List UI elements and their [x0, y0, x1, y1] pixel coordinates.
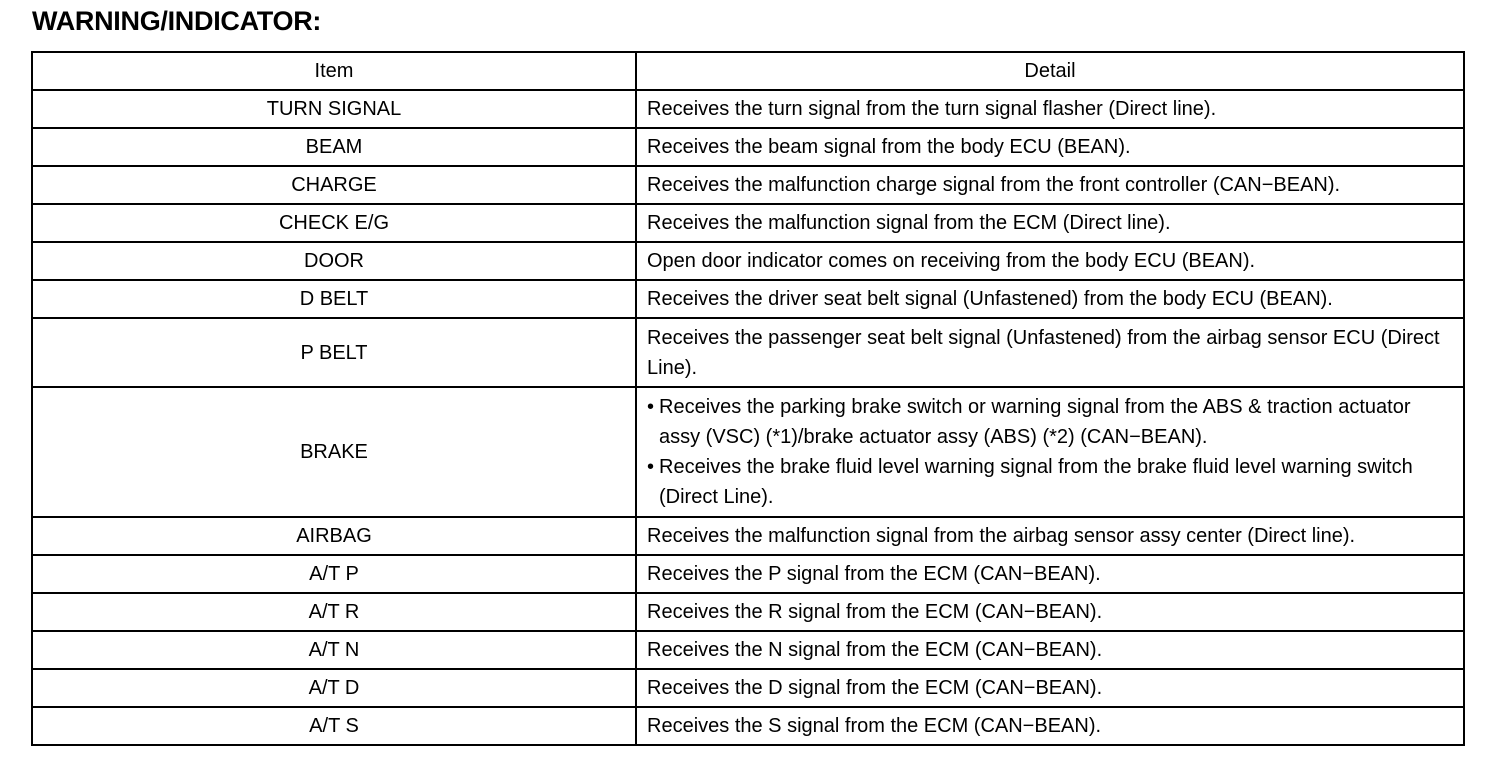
- detail-cell: Receives the driver seat belt signal (Unfastened) from the body ECU (BEAN).: [636, 280, 1464, 318]
- detail-cell: Receives the malfunction signal from the ECM (Direct line).: [636, 204, 1464, 242]
- detail-cell: Receives the P signal from the ECM (CAN−BEAN).: [636, 555, 1464, 593]
- item-cell: A/T P: [32, 555, 636, 593]
- detail-cell: Open door indicator comes on receiving from the body ECU (BEAN).: [636, 242, 1464, 280]
- item-cell: A/T N: [32, 631, 636, 669]
- table-row: [32, 128, 1464, 166]
- table-row: [32, 204, 1464, 242]
- detail-cell: Receives the D signal from the ECM (CAN−BEAN).: [636, 669, 1464, 707]
- item-cell: A/T S: [32, 707, 636, 745]
- item-cell: BRAKE: [32, 387, 636, 517]
- table-row: [32, 593, 1464, 631]
- detail-cell: Receives the R signal from the ECM (CAN−BEAN).: [636, 593, 1464, 631]
- item-cell: CHARGE: [32, 166, 636, 204]
- table-row: [32, 669, 1464, 707]
- table-row: [32, 90, 1464, 128]
- detail-cell: Receives the N signal from the ECM (CAN−BEAN).: [636, 631, 1464, 669]
- detail-cell: [636, 387, 1464, 517]
- table-row: [32, 631, 1464, 669]
- table-row: [32, 280, 1464, 318]
- item-cell: TURN SIGNAL: [32, 90, 636, 128]
- table-row: [32, 555, 1464, 593]
- detail-cell: Receives the passenger seat belt signal (Unfastened) from the airbag sensor ECU (Direct Line).: [636, 318, 1464, 387]
- table-row: [32, 517, 1464, 555]
- item-cell: A/T D: [32, 669, 636, 707]
- detail-cell: Receives the turn signal from the turn signal flasher (Direct line).: [636, 90, 1464, 128]
- table-row: [32, 242, 1464, 280]
- column-header-item: Item: [32, 52, 636, 90]
- column-header-detail: Detail: [636, 52, 1464, 90]
- detail-bullet-item: • Receives the brake fluid level warning signal from the brake fluid level warning switch (Direct Line).: [647, 452, 1453, 512]
- table-row: [32, 318, 1464, 387]
- item-cell: A/T R: [32, 593, 636, 631]
- warning-indicator-table: [31, 51, 1465, 746]
- item-cell: AIRBAG: [32, 517, 636, 555]
- item-cell: D BELT: [32, 280, 636, 318]
- table-row: [32, 707, 1464, 745]
- item-cell: CHECK E/G: [32, 204, 636, 242]
- table-header-row: [32, 52, 1464, 90]
- item-cell: BEAM: [32, 128, 636, 166]
- detail-cell: Receives the malfunction signal from the airbag sensor assy center (Direct line).: [636, 517, 1464, 555]
- detail-cell: Receives the S signal from the ECM (CAN−BEAN).: [636, 707, 1464, 745]
- page-title: WARNING/INDICATOR:: [32, 6, 322, 36]
- detail-bullet-item: • Receives the parking brake switch or warning signal from the ABS & traction actuator assy (VSC) (*1)/brake actuator assy (ABS) (*2) (CAN−BEAN).: [647, 392, 1453, 452]
- detail-cell: Receives the beam signal from the body ECU (BEAN).: [636, 128, 1464, 166]
- table-row: [32, 387, 1464, 517]
- table-row: [32, 166, 1464, 204]
- item-cell: DOOR: [32, 242, 636, 280]
- detail-cell: Receives the malfunction charge signal from the front controller (CAN−BEAN).: [636, 166, 1464, 204]
- detail-bullet-list: [647, 392, 1453, 512]
- item-cell: P BELT: [32, 318, 636, 387]
